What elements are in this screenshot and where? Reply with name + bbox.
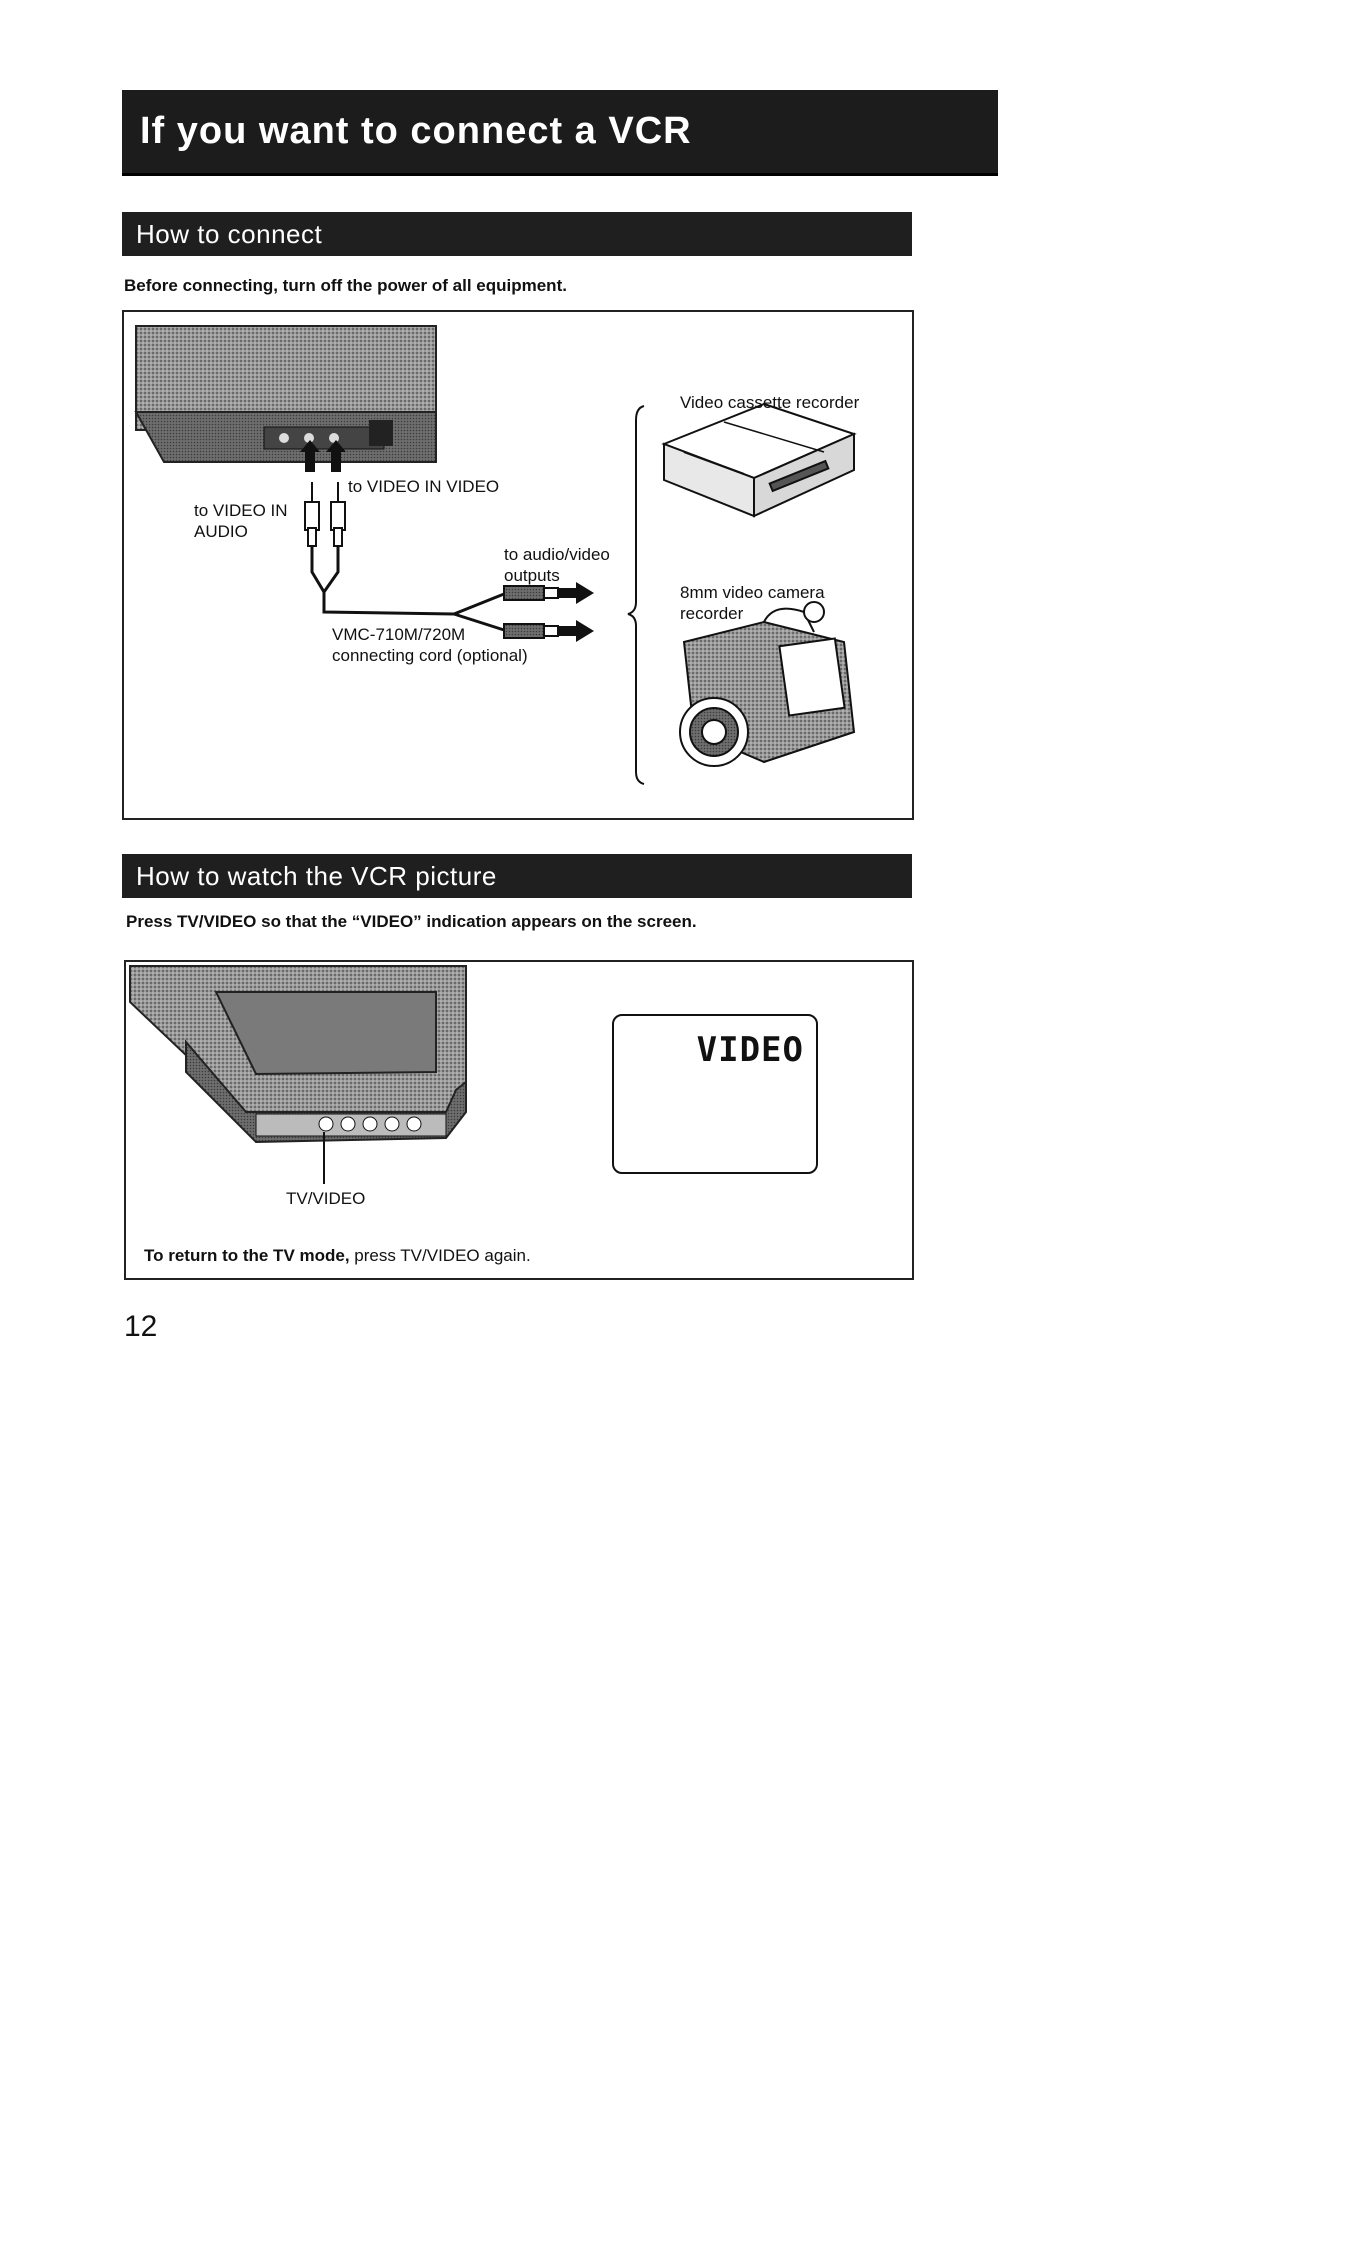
label-camera-line1: 8mm video camera (680, 583, 825, 602)
device-bracket (628, 406, 644, 784)
label-video-in-video: to VIDEO IN VIDEO (348, 477, 500, 496)
tv-rear-illustration (136, 326, 436, 462)
label-av-outputs-line1: to audio/video (504, 545, 610, 564)
camcorder-illustration (680, 602, 854, 766)
label-cord-line1: VMC-710M/720M (332, 625, 466, 644)
label-video-in-audio-line1: to VIDEO IN (194, 501, 288, 520)
section-heading-connect (122, 212, 912, 256)
footer-bold: To return to the TV mode, (144, 1246, 350, 1265)
output-plugs (504, 586, 558, 638)
label-camera-line2: recorder (680, 604, 744, 623)
screen-video-indicator: VIDEO (696, 1030, 804, 1070)
watch-diagram (124, 960, 914, 1280)
section-heading-watch (122, 854, 912, 898)
section-heading-watch-text: How to watch the VCR picture (136, 860, 497, 891)
screen-display (612, 1014, 818, 1174)
label-video-in-audio-line2: AUDIO (194, 522, 248, 541)
connection-diagram (122, 310, 914, 820)
page-number: 12 (124, 1310, 158, 1343)
vcr-illustration (664, 404, 854, 516)
connect-instruction: Before connecting, turn off the power of all equipment. (124, 276, 567, 295)
footer-rest: press TV/VIDEO again. (349, 1246, 531, 1265)
page-title (122, 90, 998, 176)
label-cord-line2: connecting cord (optional) (332, 646, 528, 665)
page-title-text: If you want to connect a VCR (140, 110, 692, 152)
section-heading-connect-text: How to connect (136, 218, 323, 249)
watch-instruction: Press TV/VIDEO so that the “VIDEO” indication appears on the screen. (126, 912, 697, 931)
label-vcr: Video cassette recorder (680, 393, 860, 412)
label-av-outputs-line2: outputs (504, 566, 560, 585)
rca-plugs (305, 482, 345, 546)
tv-video-button-label: TV/VIDEO (286, 1189, 366, 1208)
watch-footer-note (144, 1246, 531, 1266)
arrow-right-icon (558, 582, 594, 642)
connecting-cable (312, 546, 504, 630)
